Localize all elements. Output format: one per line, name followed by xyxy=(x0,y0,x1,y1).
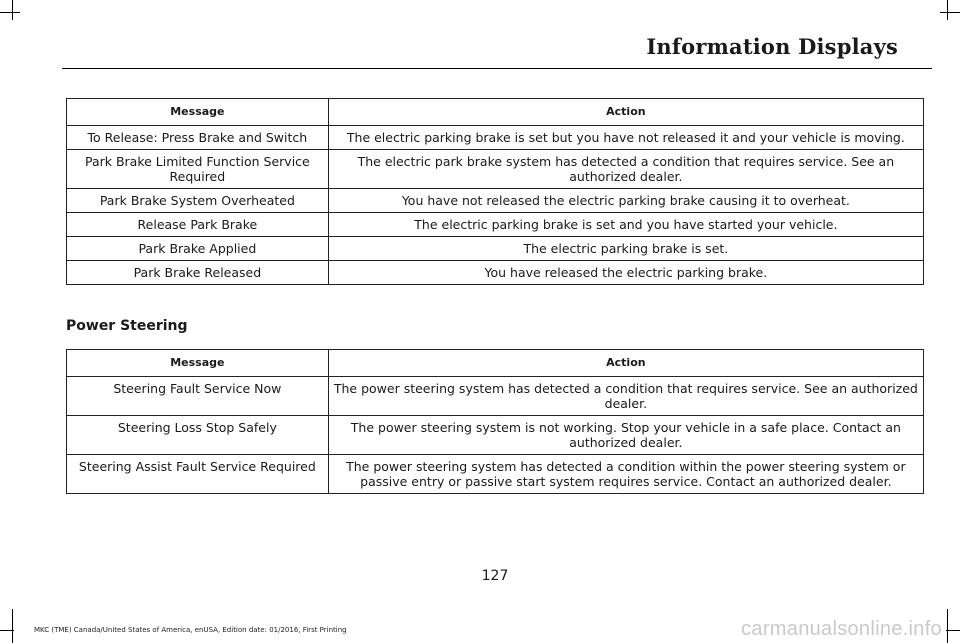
edition-footer: MKC (TME) Canada/United States of America, enUSA, Edition date: 01/2016, First Printing xyxy=(34,626,347,634)
table-row xyxy=(67,237,924,261)
message-cell: To Release: Press Brake and Switch xyxy=(67,126,329,150)
message-cell: Park Brake System Overheated xyxy=(67,189,329,213)
header-divider xyxy=(62,68,932,69)
action-cell: The power steering system has detected a condition within the power steering system or passive entry or passive start system requires service. Contact an authorized dealer. xyxy=(328,455,923,494)
action-cell: The electric parking brake is set but you have not released it and your vehicle is moving. xyxy=(328,126,923,150)
page-number: 127 xyxy=(481,568,509,584)
crop-mark xyxy=(12,0,13,20)
table-row xyxy=(67,213,924,237)
action-cell: The electric parking brake is set and you have started your vehicle. xyxy=(328,213,923,237)
crop-mark xyxy=(946,630,960,631)
column-header-action: Action xyxy=(328,350,923,377)
message-cell: Steering Fault Service Now xyxy=(67,377,329,416)
section-heading: Power Steering xyxy=(66,318,188,334)
crop-mark xyxy=(940,12,960,13)
table-row xyxy=(67,150,924,189)
crop-mark xyxy=(0,630,14,631)
crop-mark xyxy=(12,609,13,643)
table-row xyxy=(67,261,924,285)
action-cell: The electric parking brake is set. xyxy=(328,237,923,261)
power-steering-message-table xyxy=(66,349,924,494)
column-header-message: Message xyxy=(67,99,329,126)
action-cell: The power steering system has detected a condition that requires service. See an authorized dealer. xyxy=(328,377,923,416)
action-cell: You have not released the electric parking brake causing it to overheat. xyxy=(328,189,923,213)
message-cell: Steering Assist Fault Service Required xyxy=(67,455,329,494)
table-row xyxy=(67,416,924,455)
action-cell: You have released the electric parking brake. xyxy=(328,261,923,285)
page-title: Information Displays xyxy=(646,34,898,59)
crop-mark xyxy=(947,0,948,20)
crop-mark xyxy=(947,609,948,643)
table-row xyxy=(67,455,924,494)
message-cell: Park Brake Applied xyxy=(67,237,329,261)
table-header-row xyxy=(67,350,924,377)
action-cell: The electric park brake system has detected a condition that requires service. See an authorized dealer. xyxy=(328,150,923,189)
table-row xyxy=(67,377,924,416)
table-row xyxy=(67,126,924,150)
crop-mark xyxy=(0,12,20,13)
column-header-message: Message xyxy=(67,350,329,377)
watermark: carmanualsonline.info xyxy=(741,618,942,640)
message-cell: Park Brake Released xyxy=(67,261,329,285)
table-header-row xyxy=(67,99,924,126)
message-cell: Release Park Brake xyxy=(67,213,329,237)
table-row xyxy=(67,189,924,213)
message-cell: Steering Loss Stop Safely xyxy=(67,416,329,455)
parking-brake-message-table xyxy=(66,98,924,285)
action-cell: The power steering system is not working. Stop your vehicle in a safe place. Contact an authorized dealer. xyxy=(328,416,923,455)
column-header-action: Action xyxy=(328,99,923,126)
message-cell: Park Brake Limited Function Service Required xyxy=(67,150,329,189)
